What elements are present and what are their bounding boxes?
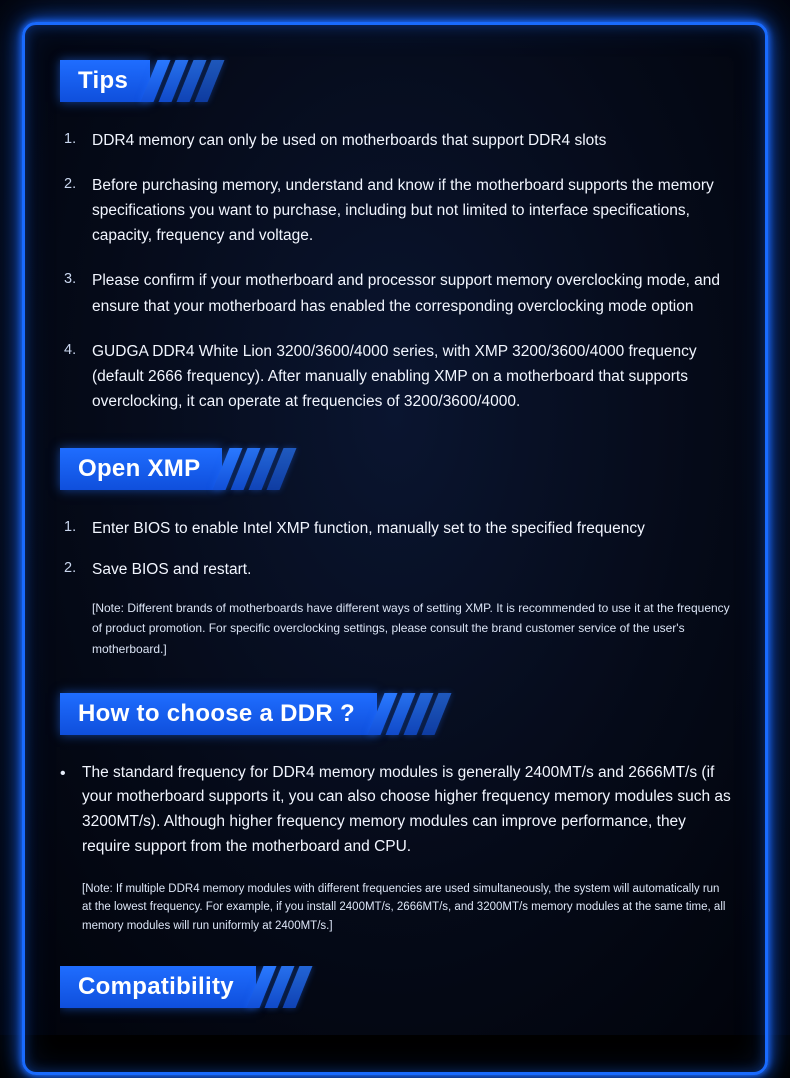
banner-box [60,60,150,102]
banner-stripes [255,966,309,1008]
section-title: How to choose a DDR ? [78,699,355,727]
banner-stripes [376,693,448,735]
list-item [60,516,732,541]
list-item-marker: 3. [64,271,77,288]
how-to-choose-note: [Note: If multiple DDR4 memory modules with different frequencies are used simultaneously, the system will automatically run at the lowest frequency. For example, if you install 2400MT/s, 2666MT/s, and 3200MT/s memory modules at the same time, all memory modules will run uniformly at 2400MT/s.] [82,882,726,933]
list-item-text: Please confirm if your motherboard and processor support memory overclocking mode, and ensure that your motherboard has enabled the corresponding overclocking mode option [92,272,721,315]
list-item [60,761,732,860]
section-title: Compatibility [78,972,234,1000]
open-xmp-list [60,516,732,582]
open-xmp-note: [Note: Different brands of motherboards have different ways of setting XMP. It is recommended to use it at the frequency of product promotion. For specific overclocking settings, please consult the brand customer service of the user's motherboard.] [92,601,730,656]
list-item-marker: 2. [64,176,77,193]
list-item-marker: • [60,764,66,782]
list-item-marker: 4. [64,341,77,358]
section-compatibility [60,966,732,1034]
banner-box [60,448,222,490]
how-to-choose-list [60,761,732,860]
section-header-open-xmp [60,448,732,490]
banner-stripes [221,448,293,490]
banner-stripes [149,60,221,102]
list-item [60,128,732,153]
list-item-marker: 1. [64,131,77,147]
list-item-text: The standard frequency for DDR4 memory modules is generally 2400MT/s and 2666MT/s (if your motherboard supports it, you can also choose higher frequency memory modules such as 3200MT/s). Although higher frequency memory modules can improve performance, they require support from the motherboard and CPU. [82,763,731,856]
section-title: Tips [78,67,129,94]
list-item [60,339,732,414]
section-how-to-choose [60,693,732,936]
list-item [60,268,732,318]
list-item-marker: 1. [64,518,77,535]
section-header-how-to-choose [60,693,732,735]
section-header-tips [60,60,732,102]
list-item-marker: 2. [64,560,77,577]
tips-list [60,128,732,414]
list-item-text: Enter BIOS to enable Intel XMP function, manually set to the specified frequency [92,519,645,537]
list-item-text: Save BIOS and restart. [92,561,252,579]
list-item-text: GUDGA DDR4 White Lion 3200/3600/4000 series, with XMP 3200/3600/4000 frequency (default 2666 frequency). After manually enabling XMP on a motherboard that supports overclocking, it can operate at frequencies of 3200/3600/4000. [92,342,697,410]
section-title: Open XMP [78,454,201,482]
list-item-text: DDR4 memory can only be used on motherboards that support DDR4 slots [92,132,607,149]
section-tips [60,60,732,414]
banner-box [60,693,377,735]
list-item-text: Before purchasing memory, understand and know if the motherboard supports the memory specifications you want to purchase, including but not limited to interface specifications, capacity, frequency and voltage. [92,177,714,245]
banner-box [60,966,256,1008]
list-item [60,173,732,248]
list-item [60,557,732,582]
document-content [60,60,732,1034]
section-header-compatibility [60,966,732,1008]
section-open-xmp [60,448,732,659]
